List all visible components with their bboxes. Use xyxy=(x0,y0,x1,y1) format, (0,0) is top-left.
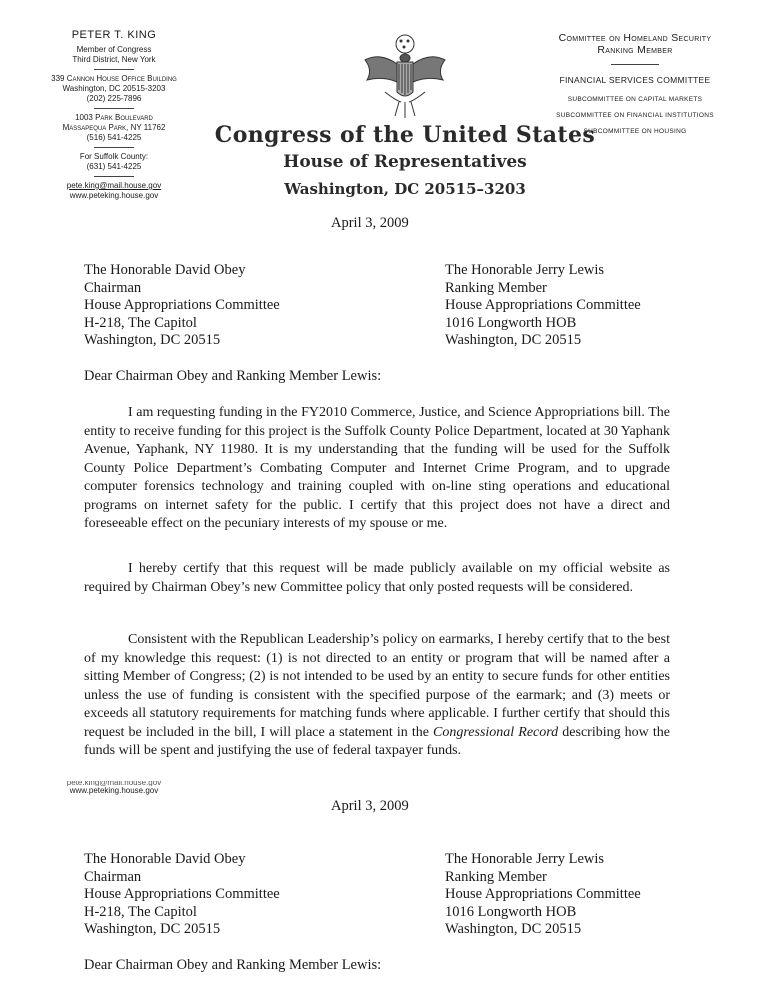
repeat-letter-date: April 3, 2009 xyxy=(331,798,409,814)
repeat-recipient-right-name: The Honorable Jerry Lewis xyxy=(445,851,605,867)
divider xyxy=(611,64,659,65)
suffolk-phone: (631) 541-4225 xyxy=(86,162,142,171)
repeat-sender-links xyxy=(0,781,228,796)
recipient-left xyxy=(84,262,280,350)
repeat-recipient-left-city: Washington, DC 20515 xyxy=(84,921,221,937)
recipient-right-city: Washington, DC 20515 xyxy=(445,332,582,348)
suffolk-label: For Suffolk County: xyxy=(79,152,149,161)
sender-block xyxy=(0,30,228,201)
divider xyxy=(94,147,134,148)
paragraph-3-emphasis: Congressional Record xyxy=(433,724,559,740)
recipient-left-name: The Honorable David Obey xyxy=(84,262,246,278)
recipient-right-office: 1016 Longworth HOB xyxy=(445,314,577,331)
repeat-salutation: Dear Chairman Obey and Ranking Member Lewis: xyxy=(84,957,382,973)
paragraph-3-text: Consistent with the Republican Leadership’s policy on earmarks, I hereby certify that to the best of my knowledge this request: (1) is not directed to an entity or program that will be named after a sitting Member of Congress; (2) is not intended to be used by an entity to secure funds for other entities unless the use of funding is consistent with the specified purpose of the earmark; and (3) meets or exceeds all statutory requirements for matching funds where applicable. I further certify that should this request be included in the bill, I will place a statement in the xyxy=(84,632,670,740)
repeat-recipient-left-office: H-218, The Capitol xyxy=(84,903,197,920)
recipient-left-committee: House Appropriations Committee xyxy=(84,297,280,313)
paragraph-2: I hereby certify that this request will be made publicly available on my official website as required by Chairman Obey’s new Committee policy that only posted requests will be considered. xyxy=(84,561,670,595)
sender-title-2: Third District, New York xyxy=(72,55,156,64)
masthead-washington: Washington, DC 20515–3203 xyxy=(284,180,526,198)
recipient-left-city: Washington, DC 20515 xyxy=(84,332,221,348)
repeat-recipient-right-title: Ranking Member xyxy=(445,868,547,885)
district-office-city: Massapequa Park, NY 11762 xyxy=(62,123,166,132)
website-link[interactable]: www.peteking.house.gov xyxy=(69,191,159,200)
repeat-recipient-right xyxy=(445,851,641,939)
repeat-recipient-left-title: Chairman xyxy=(84,868,142,885)
subcommittee-housing: SUBCOMMITTEE ON HOUSING xyxy=(583,128,687,135)
sender-title-1: Member of Congress xyxy=(76,45,152,54)
subcommittee-capital-markets: SUBCOMMITTEE ON CAPITAL MARKETS xyxy=(567,96,703,103)
committee-financial: FINANCIAL SERVICES COMMITTEE xyxy=(559,75,711,85)
dc-office-address: 339 Cannon House Office Building xyxy=(51,74,177,83)
district-office-address: 1003 Park Boulevard xyxy=(75,113,153,122)
divider xyxy=(94,69,134,70)
committee-role: Ranking Member xyxy=(597,44,673,56)
recipient-left-title: Chairman xyxy=(84,279,142,296)
eagle-seal-icon xyxy=(355,30,455,122)
letter-date: April 3, 2009 xyxy=(331,215,409,231)
salutation: Dear Chairman Obey and Ranking Member Lewis: xyxy=(84,368,382,384)
repeat-recipient-right-office: 1016 Longworth HOB xyxy=(445,903,577,920)
repeat-recipient-left xyxy=(84,851,280,939)
recipient-left-office: H-218, The Capitol xyxy=(84,314,197,331)
repeat-website-link[interactable]: www.peteking.house.gov xyxy=(69,786,159,795)
district-office-phone: (516) 541-4225 xyxy=(86,133,142,142)
dc-office-city: Washington, DC 20515-3203 xyxy=(62,84,166,93)
recipient-right-name: The Honorable Jerry Lewis xyxy=(445,262,605,278)
paragraph-3-text-end: describing how the funds will be spent and justifying the use of federal taxpayer funds. xyxy=(84,724,670,758)
repeat-email-link[interactable]: pete.king@mail.house.gov xyxy=(66,781,162,786)
sender-name: PETER T. KING xyxy=(71,29,157,41)
divider xyxy=(94,108,134,109)
divider xyxy=(94,176,134,177)
dc-office-phone: (202) 225-7896 xyxy=(86,94,142,103)
committee-homeland: Committee on Homeland Security xyxy=(558,32,712,44)
paragraph-3 xyxy=(84,631,670,761)
repeat-recipient-left-name: The Honorable David Obey xyxy=(84,851,246,867)
repeat-recipient-left-committee: House Appropriations Committee xyxy=(84,886,280,902)
recipient-right-committee: House Appropriations Committee xyxy=(445,297,641,313)
email-link[interactable]: pete.king@mail.house.gov xyxy=(66,181,162,190)
repeat-recipient-right-committee: House Appropriations Committee xyxy=(445,886,641,902)
subcommittee-financial-institutions: SUBCOMMITTEE ON FINANCIAL INSTITUTIONS xyxy=(556,112,714,119)
repeat-recipient-right-city: Washington, DC 20515 xyxy=(445,921,582,937)
paragraph-1: I am requesting funding in the FY2010 Commerce, Justice, and Science Appropriations bill. The entity to receive funding for this project is the Suffolk County Police Department, located at 30 Yaphank Avenue, Yaphank, NY 11980. It is my understanding that the funding will be used for the Suffolk County Police Department’s Combating Computer and Internet Crime Program, and to upgrade computer forensics technology and training coupled with on-line sting operations and educational programs on internet safety for the public. I certify that this project does not have a direct and foreseeable effect on the pecuniary interests of my spouse or me. xyxy=(84,405,670,531)
recipient-right xyxy=(445,262,641,350)
committee-block xyxy=(520,32,750,136)
masthead-house: House of Representatives xyxy=(283,152,527,172)
masthead-congress: Congress of the United States xyxy=(214,122,596,148)
recipient-right-title: Ranking Member xyxy=(445,279,547,296)
